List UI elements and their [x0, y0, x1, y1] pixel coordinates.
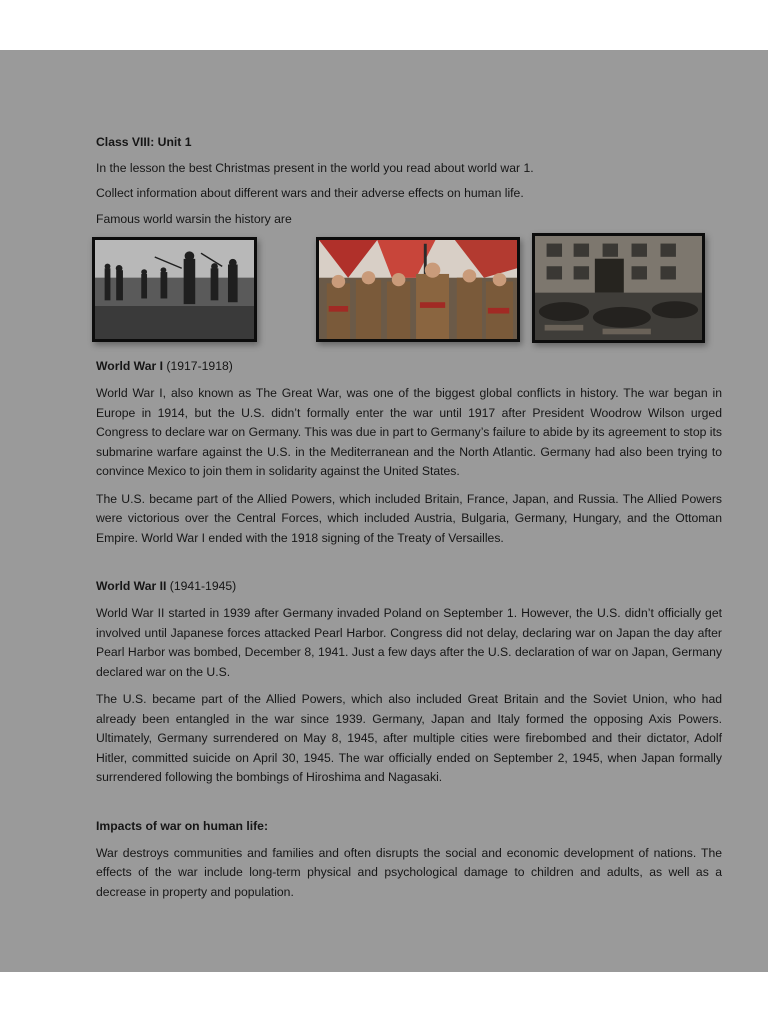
ww2-paragraph-2: The U.S. became part of the Allied Powers, which also included Great Britain and the Soviet Union, who had already been entangled in the war since 1939. Germany, Japan and Italy formed the opposing Axis Powers. Ultimately, Germany surrendered on May 8, 1945, after multiple cities were firebombed and their dictator, Adolf Hitler, committed suicide on April 30, 1945. The war officially ended on September 2, 1945, when Japan formally surrendered following the bombings of Hiroshima and Nagasaki. [96, 692, 722, 784]
photo-strip [96, 237, 722, 345]
ww1-paragraph-2: The U.S. became part of the Allied Powers, which included Britain, France, Japan, and Russia. The Allied Powers were victorious over the Central Forces, which included Austria, Bulgaria, Germany, Hungary, and the Ottoman Empire. World War I ended with the 1918 signing of the Treaty of Versailles. [96, 491, 722, 545]
ww2-paragraph-1: World War II started in 1939 after Germany invaded Poland on September 1. However, the U.S. didn’t officially get involved until Japanese forces attacked Pearl Harbor. Congress did not delay, declaring war on Japan the day after Pearl Harbor was bombed, December 8, 1941. Just a few days after the U.S. declaration of war on Japan, Germany declared war on the U.S. [96, 606, 722, 679]
ww2-heading-title: World War II [96, 579, 167, 593]
ww1-heading-title: World War I [96, 359, 164, 373]
photo-destroyed-city [532, 233, 705, 343]
intro-line-3: Famous world warsin the history are [96, 211, 292, 226]
page-title: Class VIII: Unit 1 [96, 135, 192, 149]
intro-section [96, 159, 722, 230]
ww2-heading [96, 577, 722, 596]
intro-line-1: In the lesson the best Christmas present in the world you read about world war 1. [96, 160, 534, 175]
ww1-paragraph-1: World War I, also known as The Great War, was one of the biggest global conflicts in history. The war began in Europe in 1914, but the U.S. didn’t formally enter the war until 1917 after President Woodrow Wilson urged Congress to declare war on Germany. This was due in part to Germany’s failure to abide by its agreement to stop its submarine warfare against the U.S. in the Mediterranean and the North Atlantic. Germany had also been trying to convince Mexico to join them in solidarity against the United States. [96, 386, 722, 478]
intro-line-2: Collect information about different wars and their adverse effects on human life. [96, 186, 524, 200]
ww2-heading-years: (1941-1945) [166, 579, 237, 593]
photo-ww1-soldiers [92, 237, 257, 342]
ww1-heading [96, 357, 722, 376]
ww1-heading-years: (1917-1918) [163, 359, 233, 373]
ww1-soldiers-image [95, 240, 254, 339]
ww2-parade-image [319, 240, 517, 339]
photo-ww2-parade [316, 237, 520, 342]
impacts-heading: Impacts of war on human life: [96, 818, 268, 833]
destroyed-city-image [535, 236, 702, 340]
document-page [0, 50, 768, 972]
impacts-paragraph: War destroys communities and families and often disrupts the social and economic development of nations. The effects of the war include long-term physical and psychological damage to children and adults, as well as a decrease in property and population. [96, 845, 722, 899]
